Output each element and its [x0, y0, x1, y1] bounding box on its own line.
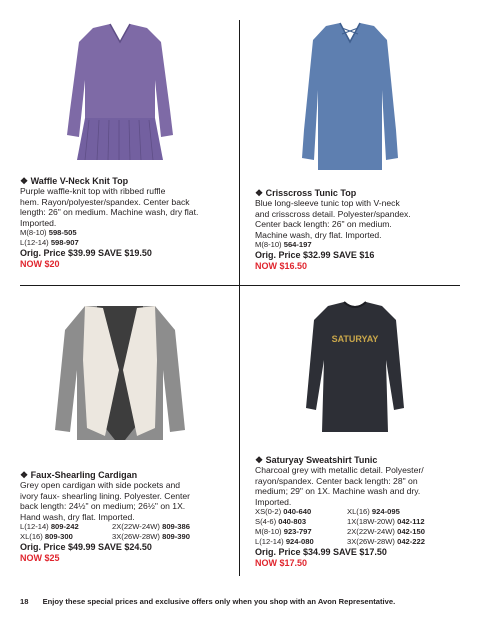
original-price: Orig. Price $49.99 SAVE $24.50 — [20, 542, 152, 553]
product-description-line: medium; 29" on 1X. Machine wash and dry. — [255, 486, 421, 497]
waffle-top-image[interactable] — [55, 20, 185, 170]
product-description-line: Purple waffle-knit top with ribbed ruffle — [20, 186, 166, 197]
sku-entry — [255, 527, 347, 537]
sku-code: 042-150 — [397, 527, 425, 537]
sweatshirt-image[interactable] — [300, 300, 410, 440]
sku-size: L(12-14) — [255, 537, 284, 547]
sale-price: NOW $25 — [20, 552, 60, 563]
sku-line — [20, 228, 230, 238]
product-description-line: and crisscross detail. Polyester/spandex. — [255, 208, 411, 219]
product-description-line: Center back length: 26" on medium. — [255, 219, 392, 230]
sku-entry — [20, 522, 112, 532]
sku-code: 924-095 — [371, 507, 400, 517]
sku-size: 2X(22W-24W) — [112, 522, 160, 532]
sku-entry — [112, 522, 212, 532]
product-description-line: Imported. — [255, 496, 292, 507]
product-description-line: Charcoal grey with metallic detail. Polyester/ — [255, 465, 424, 476]
product-title: ❖ Waffle V-Neck Knit Top — [20, 176, 129, 186]
sku-size: L(12-14) — [20, 522, 49, 532]
sku-entry — [255, 507, 347, 517]
original-price: Orig. Price $32.99 SAVE $16 — [255, 250, 375, 261]
sku-size: S(4-6) — [255, 517, 277, 527]
blue-tunic-illustration — [290, 20, 410, 180]
sku-code: 809-390 — [162, 532, 190, 542]
sku-size: XL(16) — [347, 507, 370, 517]
product-crisscross-tunic — [255, 188, 465, 271]
sku-size: 3X(26W-28W) — [112, 532, 160, 542]
saturyay-graphic: SATURYAY — [331, 334, 379, 344]
sku-size: M(8-10) — [20, 228, 47, 238]
original-price: Orig. Price $39.99 SAVE $19.50 — [20, 248, 152, 259]
sku-entry — [112, 532, 212, 542]
product-waffle-top — [20, 176, 230, 269]
sale-price: NOW $20 — [20, 258, 60, 269]
sku-code: 564-197 — [283, 240, 312, 250]
page-footer — [20, 597, 395, 606]
sku-code: 598-505 — [48, 228, 77, 238]
sku-size: M(8-10) — [255, 240, 282, 250]
sku-line — [20, 238, 230, 248]
sku-entry — [347, 507, 447, 517]
product-description-line: back length: 24½" on medium; 26½" on 1X. — [20, 501, 186, 512]
sku-size: XL(16) — [20, 532, 43, 542]
product-saturyay-sweatshirt — [255, 455, 470, 568]
sku-code: 809-242 — [50, 522, 79, 532]
sku-size: 1X(18W-20W) — [347, 517, 395, 527]
product-description-line: ivory faux- shearling lining. Polyester. Center — [20, 490, 191, 501]
original-price: Orig. Price $34.99 SAVE $17.50 — [255, 547, 387, 558]
sku-size: L(12-14) — [20, 238, 49, 248]
sku-entry — [347, 537, 447, 547]
column-divider — [239, 20, 240, 576]
product-title: ❖ Faux-Shearling Cardigan — [20, 470, 138, 480]
sku-code: 042-222 — [397, 537, 425, 547]
cardigan-image[interactable] — [45, 300, 195, 450]
product-description-line: Machine wash, dry flat. Imported. — [255, 229, 382, 240]
footer-disclaimer: Enjoy these special prices and exclusive offers only when you shop with an Avon Representative. — [42, 597, 396, 606]
product-description-line: Imported. — [20, 217, 57, 228]
sku-code: 040-640 — [283, 507, 312, 517]
product-description-line: Blue long-sleeve tunic top with V-neck — [255, 198, 400, 209]
product-description-line: rayon/spandex. Center back length: 28" on — [255, 475, 418, 486]
product-title: ❖ Saturyay Sweatshirt Tunic — [255, 455, 378, 465]
charcoal-sweatshirt-illustration — [300, 300, 410, 440]
page-number: 18 — [20, 597, 29, 606]
sku-table — [255, 507, 470, 547]
sku-size: M(8-10) — [255, 527, 282, 537]
sku-entry — [347, 517, 447, 527]
sku-code: 923-797 — [283, 527, 312, 537]
product-description-line: Grey open cardigan with side pockets and — [20, 480, 181, 491]
sku-size: 2X(22W-24W) — [347, 527, 395, 537]
sku-size: XS(0-2) — [255, 507, 282, 517]
product-faux-shearling-cardigan — [20, 470, 235, 563]
sku-code: 924-080 — [285, 537, 314, 547]
product-description-line: hem. Rayon/polyester/spandex. Center back — [20, 196, 190, 207]
sku-entry — [20, 532, 112, 542]
sku-size: 3X(26W-28W) — [347, 537, 395, 547]
sku-code: 809-386 — [162, 522, 190, 532]
product-title: ❖ Crisscross Tunic Top — [255, 188, 357, 198]
crisscross-tunic-image[interactable] — [290, 20, 410, 180]
sku-entry — [255, 517, 347, 527]
purple-top-illustration — [55, 20, 185, 170]
sku-entry — [347, 527, 447, 537]
sale-price: NOW $16.50 — [255, 260, 308, 271]
sku-table — [20, 522, 235, 542]
sku-code: 042-112 — [397, 517, 425, 527]
grey-cardigan-illustration — [45, 300, 195, 450]
product-description-line: Hand wash, dry flat. Imported. — [20, 511, 135, 522]
row-divider — [20, 285, 460, 286]
sku-code: 809-300 — [44, 532, 73, 542]
sale-price: NOW $17.50 — [255, 557, 308, 568]
sku-line — [255, 240, 465, 250]
sku-code: 040-803 — [278, 517, 307, 527]
sku-code: 598-907 — [50, 238, 79, 248]
product-description-line: length: 26" on medium. Machine wash, dry flat. — [20, 207, 199, 218]
sku-entry — [255, 537, 347, 547]
